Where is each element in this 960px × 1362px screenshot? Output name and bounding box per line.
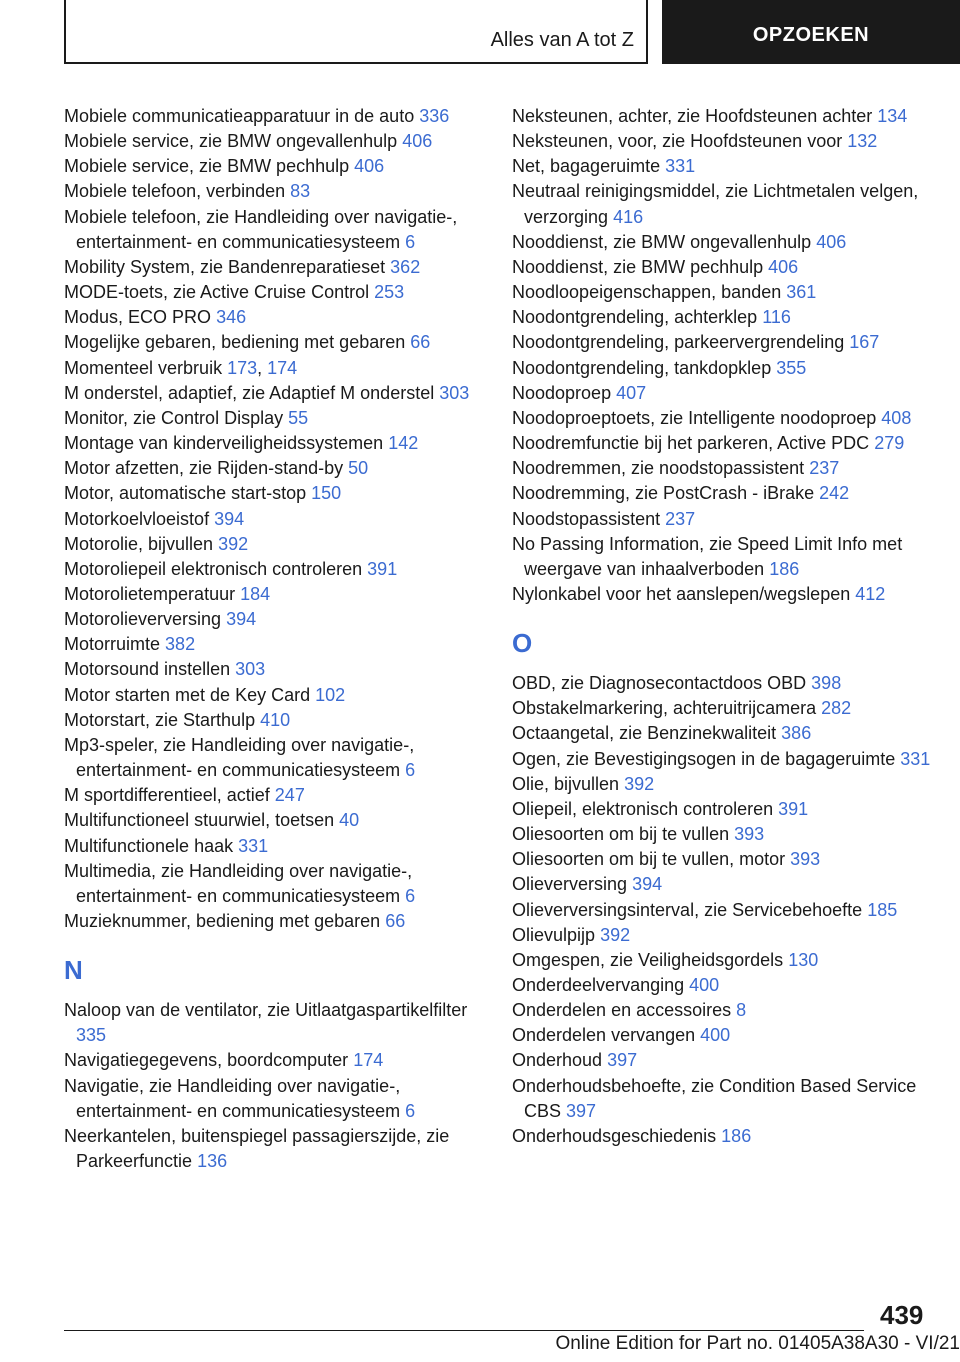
index-entry <box>512 797 932 822</box>
index-entry-text: Onderhoudsgeschiedenis <box>512 1125 717 1146</box>
index-entry-text: Omgespen, zie Veiligheidsgordels <box>512 949 784 970</box>
page-reference-link[interactable]: 237 <box>809 458 840 479</box>
index-entry-text: No Passing Information, zie Speed Limit Info met weergave van inhaalverboden <box>512 533 903 579</box>
page-reference-link[interactable]: 407 <box>616 382 647 403</box>
index-entry <box>512 973 932 998</box>
index-entry-text: Navigatie, zie Handleiding over navigatie-, entertainment- en communicatiesysteem <box>64 1075 401 1121</box>
page-reference-link[interactable]: 173 <box>227 357 258 378</box>
page-reference-link[interactable]: 335 <box>76 1025 107 1046</box>
index-entry-text: Obstakelmarkering, achteruitrijcamera <box>512 698 817 719</box>
index-entry <box>64 657 484 682</box>
index-entry <box>64 998 484 1048</box>
header-left-border <box>64 0 66 64</box>
index-entry <box>512 696 932 721</box>
index-entry <box>64 1048 484 1073</box>
index-entry-text: Noodremming, zie PostCrash - iBrake <box>512 483 815 504</box>
index-entry <box>64 783 484 808</box>
index-entry-text: Nooddienst, zie BMW pechhulp <box>512 256 764 277</box>
page-number: 439 <box>880 1300 924 1330</box>
page-reference-link[interactable]: 393 <box>734 824 765 845</box>
tab-opzoeken[interactable]: OPZOEKEN <box>662 0 960 64</box>
index-entry-text: Mobiele telefoon, verbinden <box>64 181 286 202</box>
edition-text: Online Edition for Part no. 01405A38A30 - VI/21 <box>555 1333 960 1354</box>
index-entry-text: Noodoproep <box>512 382 612 403</box>
index-entry-text: Noodremmen, zie noodstopassistent <box>512 458 805 479</box>
page-reference-link[interactable]: 303 <box>439 382 470 403</box>
index-entry-text: M sportdifferentieel, actief <box>64 785 270 806</box>
page-reference-link[interactable]: 66 <box>410 332 431 353</box>
page-reference-link[interactable]: 242 <box>819 483 850 504</box>
index-entry-text: Monitor, zie Control Display <box>64 407 284 428</box>
index-entry-text: Nooddienst, zie BMW ongevallenhulp <box>512 231 812 252</box>
index-entry-text: Olieverversingsinterval, zie Servicebehoefte <box>512 899 863 920</box>
index-entry <box>512 1074 932 1124</box>
index-entry-text: Motoroliepeil elektronisch controleren <box>64 558 363 579</box>
index-entry-text: Noodontgrendeling, achterklep <box>512 307 758 328</box>
index-entry-text: Onderdelen vervangen <box>512 1025 696 1046</box>
index-column-left <box>64 104 484 1174</box>
page-reference-link[interactable]: 279 <box>874 433 905 454</box>
page-reference-link[interactable]: 386 <box>781 723 812 744</box>
index-entry-text: Motorruimte <box>64 634 161 655</box>
index-entry-text: Motor afzetten, zie Rijden-stand-by <box>64 458 344 479</box>
page-reference-link[interactable]: 406 <box>402 131 433 152</box>
index-entry-text: Oliepeil, elektronisch controleren <box>512 798 774 819</box>
page-reference-link[interactable]: 331 <box>900 748 931 769</box>
index-entry-text: Olieverversing <box>512 874 628 895</box>
index-entry <box>512 822 932 847</box>
index-entry <box>512 381 932 406</box>
page-reference-link[interactable]: 136 <box>197 1151 228 1172</box>
index-entry <box>512 948 932 973</box>
page-reference-link[interactable]: 253 <box>374 282 405 303</box>
index-entry-text: Neerkantelen, buitenspiegel passagierszijde, zie Parkeerfunctie <box>64 1125 450 1172</box>
index-entry-text: Momenteel verbruik <box>64 357 223 378</box>
page-reference-link[interactable]: 392 <box>218 533 249 554</box>
page-reference-link[interactable]: 66 <box>385 911 406 931</box>
index-entry <box>512 456 932 481</box>
index-entry <box>512 1048 932 1073</box>
index-entry-text: OBD, zie Diagnosecontactdoos OBD <box>512 673 807 694</box>
index-entry <box>64 808 484 833</box>
page-reference-link[interactable]: 331 <box>238 835 269 856</box>
index-entry <box>64 280 484 305</box>
page-reference-link[interactable]: 186 <box>721 1125 752 1146</box>
index-entry-text: Navigatiegegevens, boordcomputer <box>64 1050 349 1071</box>
index-entry <box>512 923 932 948</box>
index-entry <box>64 104 484 129</box>
index-letter-heading: O <box>512 628 533 659</box>
index-entry <box>512 872 932 897</box>
index-entry-text: MODE-toets, zie Active Cruise Control <box>64 282 370 303</box>
index-entry-text: Nylonkabel voor het aanslepen/wegslepen <box>512 583 851 604</box>
index-entry <box>512 305 932 330</box>
page-reference-link[interactable]: 6 <box>405 885 416 906</box>
page-reference-link[interactable]: 406 <box>816 231 847 252</box>
page-reference-link[interactable]: 40 <box>339 810 360 831</box>
index-entry <box>64 129 484 154</box>
index-entry-text: Onderdelen en accessoires <box>512 1000 732 1021</box>
page-reference-link[interactable]: 355 <box>776 357 807 378</box>
page-reference-link[interactable]: 6 <box>405 1100 416 1121</box>
page-reference-link[interactable]: 142 <box>388 433 419 454</box>
index-entry <box>512 129 932 154</box>
index-entry <box>64 909 484 934</box>
page-reference-link[interactable]: 116 <box>762 307 791 328</box>
index-entry-text: Motorsound instellen <box>64 659 231 680</box>
index-entry <box>64 834 484 859</box>
index-entry-text: Motorolie, bijvullen <box>64 533 214 554</box>
page-reference-link[interactable]: 186 <box>769 558 800 579</box>
page-reference-link[interactable]: 174 <box>267 357 298 378</box>
index-entry-text: Motor, automatische start-stop <box>64 483 307 504</box>
page-reference-link[interactable]: 167 <box>849 332 880 353</box>
index-entry <box>64 1124 484 1174</box>
index-entry-text: Mogelijke gebaren, bediening met gebaren <box>64 332 406 353</box>
section-title: Alles van A tot Z <box>490 29 634 51</box>
index-entry-text: Noodloopeigenschappen, banden <box>512 282 782 303</box>
index-entry-text: Mp3-speler, zie Handleiding over navigatie-, entertainment- en communicatiesysteem <box>64 734 415 781</box>
index-entry <box>64 431 484 456</box>
index-entry <box>512 1023 932 1048</box>
index-entry-text: Onderhoudsbehoefte, zie Condition Based Service CBS <box>512 1075 917 1121</box>
page-reference-link[interactable]: 134 <box>877 106 908 126</box>
index-entry <box>64 708 484 733</box>
page-reference-link[interactable]: 303 <box>235 659 266 680</box>
index-entry <box>64 406 484 431</box>
page-reference-link[interactable]: 416 <box>613 206 644 227</box>
index-entry <box>64 179 484 204</box>
index-entry <box>64 456 484 481</box>
index-entry-text: Oliesoorten om bij te vullen <box>512 824 730 845</box>
index-entry-text: Muzieknummer, bediening met gebaren <box>64 911 381 931</box>
index-entry-text: Mobility System, zie Bandenreparatieset <box>64 256 386 277</box>
index-entry <box>512 255 932 280</box>
header-right-border <box>646 0 648 64</box>
index-entry <box>512 230 932 255</box>
index-entry-text: Multifunctionele haak <box>64 835 234 856</box>
index-entry <box>512 330 932 355</box>
index-entry-text: Neutraal reinigingsmiddel, zie Lichtmetalen velgen, verzorging <box>512 181 919 227</box>
page-reference-link[interactable]: 55 <box>288 407 309 428</box>
page-reference-link[interactable]: 397 <box>566 1100 597 1121</box>
page-reference-link[interactable]: 406 <box>768 256 799 277</box>
index-entry <box>64 733 484 783</box>
index-entry-text: Oliesoorten om bij te vullen, motor <box>512 849 786 870</box>
index-entry <box>64 859 484 909</box>
page-reference-link[interactable]: 282 <box>821 698 852 719</box>
page-reference-link[interactable]: 412 <box>855 583 886 604</box>
index-entry-text: Multifunctioneel stuurwiel, toetsen <box>64 810 335 831</box>
index-entry <box>512 772 932 797</box>
index-entry-text: M onderstel, adaptief, zie Adaptief M onderstel <box>64 382 435 403</box>
index-entry <box>64 255 484 280</box>
index-entry <box>64 481 484 506</box>
index-entry <box>512 747 932 772</box>
index-entry <box>512 104 932 129</box>
index-entry-text: Ogen, zie Bevestigingsogen in de bagageruimte <box>512 748 896 769</box>
index-entry <box>512 1124 932 1149</box>
page-reference-link[interactable]: 408 <box>881 407 912 428</box>
page-reference-link[interactable]: 400 <box>700 1025 731 1046</box>
index-entry-text: Multimedia, zie Handleiding over navigatie-, entertainment- en communicatiesysteem <box>64 860 413 906</box>
index-entry-text: Olievulpijp <box>512 924 596 945</box>
index-entry-text: Motorstart, zie Starthulp <box>64 709 256 730</box>
page-reference-link[interactable]: 83 <box>290 181 311 202</box>
index-entry <box>512 507 932 532</box>
index-entry-text: Motorkoelvloeistof <box>64 508 210 529</box>
index-entry <box>512 582 932 607</box>
index-entry <box>512 671 932 696</box>
index-entry <box>512 481 932 506</box>
index-entry-text: Naloop van de ventilator, zie Uitlaatgaspartikelfilter <box>64 1000 468 1021</box>
index-entry <box>512 998 932 1023</box>
page-reference-link[interactable]: 346 <box>216 307 247 328</box>
index-entry <box>64 330 484 355</box>
page-reference-link[interactable]: 393 <box>790 849 821 870</box>
index-entry <box>512 406 932 431</box>
footer-divider <box>64 1330 864 1331</box>
page-reference-link[interactable]: 382 <box>165 634 196 655</box>
index-entry <box>64 305 484 330</box>
index-entry-text: Noodontgrendeling, tankdopklep <box>512 357 772 378</box>
index-entry <box>512 898 932 923</box>
page-reference-link[interactable]: 397 <box>607 1050 638 1071</box>
index-entry-text: Onderdeelvervanging <box>512 975 685 995</box>
page-reference-link[interactable]: 130 <box>788 949 819 970</box>
page-reference-link[interactable]: 336 <box>419 106 450 126</box>
index-entry <box>512 356 932 381</box>
index-letter-heading: N <box>64 955 83 986</box>
index-entry-text: Motor starten met de Key Card <box>64 684 311 705</box>
index-entry <box>64 532 484 557</box>
index-entry <box>64 205 484 255</box>
page-reference-link[interactable]: 394 <box>226 609 257 630</box>
page-reference-link[interactable]: 392 <box>600 924 631 945</box>
index-entry <box>64 381 484 406</box>
index-entry <box>512 431 932 456</box>
index-entry <box>512 280 932 305</box>
index-entry <box>512 721 932 746</box>
index-entry-text: Noodremfunctie bij het parkeren, Active PDC <box>512 433 870 454</box>
index-entry <box>64 632 484 657</box>
index-entry <box>64 557 484 582</box>
page-reference-link[interactable]: 394 <box>214 508 245 529</box>
page-reference-link[interactable]: 400 <box>689 975 720 995</box>
page-reference-link[interactable]: 8 <box>736 1000 747 1021</box>
page-reference-link[interactable]: 391 <box>778 798 809 819</box>
index-entry-text: Noodontgrendeling, parkeervergrendeling <box>512 332 845 353</box>
index-entry <box>512 847 932 872</box>
page-reference-link[interactable]: 184 <box>240 583 271 604</box>
index-entry-text: Mobiele service, zie BMW pechhulp <box>64 156 350 177</box>
page-reference-link[interactable]: 6 <box>405 231 416 252</box>
index-entry-text: Onderhoud <box>512 1050 603 1071</box>
page-reference-link[interactable]: 102 <box>315 684 346 705</box>
page-reference-link[interactable]: 391 <box>367 558 398 579</box>
index-entry-text: Motorolieverversing <box>64 609 222 630</box>
index-column-right <box>512 104 932 1149</box>
page-reference-link[interactable]: 150 <box>311 483 342 504</box>
index-entry-text: Mobiele service, zie BMW ongevallenhulp <box>64 131 398 152</box>
page-reference-link[interactable]: 406 <box>354 156 385 177</box>
index-entry: Momenteel verbruik 173, 174 <box>64 357 298 378</box>
index-entry <box>64 1074 484 1124</box>
page-reference-link[interactable]: 392 <box>624 773 655 794</box>
page-reference-link[interactable]: 237 <box>665 508 696 529</box>
index-entry-text: Mobiele communicatieapparatuur in de auto <box>64 106 415 126</box>
index-entry <box>512 154 932 179</box>
index-entry-text: Montage van kinderveiligheidssystemen <box>64 433 384 454</box>
index-entry-text: Motorolietemperatuur <box>64 583 236 604</box>
index-entry <box>512 532 932 582</box>
index-entry-text: Net, bagageruimte <box>512 156 661 177</box>
page-reference-link[interactable]: 362 <box>390 256 421 277</box>
header-bottom-border <box>64 62 648 64</box>
page-reference-link[interactable]: 398 <box>811 673 842 694</box>
page-reference-link[interactable]: 6 <box>405 760 416 781</box>
index-entry-text: Olie, bijvullen <box>512 773 620 794</box>
index-entry <box>64 154 484 179</box>
page-reference-link[interactable]: 185 <box>867 899 898 920</box>
page-reference-link[interactable]: 410 <box>260 709 291 730</box>
index-entry-text: Modus, ECO PRO <box>64 307 212 328</box>
page-reference-link[interactable]: 394 <box>632 874 663 895</box>
page-reference-link[interactable]: 132 <box>847 131 878 152</box>
index-entry-text: Octaangetal, zie Benzinekwaliteit <box>512 723 777 744</box>
page-reference-link[interactable]: 174 <box>353 1050 384 1071</box>
index-entry <box>64 507 484 532</box>
index-entry-text: Mobiele telefoon, zie Handleiding over navigatie-, entertainment- en communicatiesysteem <box>64 206 458 252</box>
index-entry-text: Neksteunen, voor, zie Hoofdsteunen voor <box>512 131 843 152</box>
page-reference-link[interactable]: 361 <box>786 282 817 303</box>
page-reference-link[interactable]: 50 <box>348 458 369 479</box>
index-entry <box>64 582 484 607</box>
index-entry-text: Noodoproeptoets, zie Intelligente noodoproep <box>512 407 877 428</box>
index-entry-text: Noodstopassistent <box>512 508 661 529</box>
page-reference-link[interactable]: 247 <box>274 785 305 806</box>
index-entry <box>512 179 932 229</box>
index-entry-text: Neksteunen, achter, zie Hoofdsteunen achter <box>512 106 873 126</box>
index-entry <box>64 607 484 632</box>
page-reference-link[interactable]: 331 <box>665 156 696 177</box>
index-entry <box>64 683 484 708</box>
